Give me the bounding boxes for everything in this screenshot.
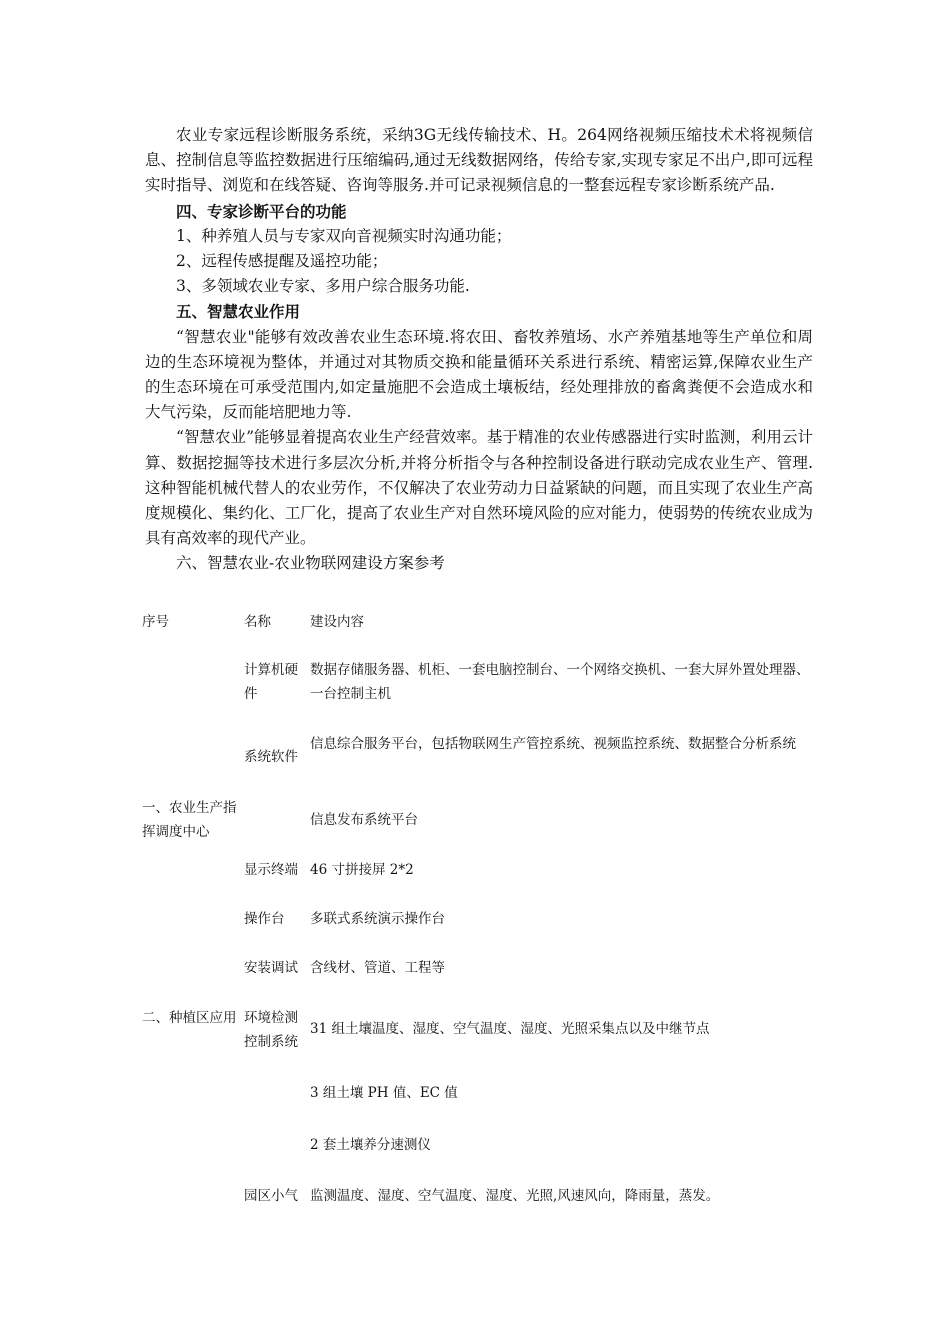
row-5-content: 多联式系统演示操作台 xyxy=(310,911,445,927)
section4-item-1: 1、种养殖人员与专家双向音视频实时沟通功能； xyxy=(176,226,512,245)
row-10-content: 监测温度、湿度、空气温度、湿度、光照,风速风向，降雨量，蒸发。 xyxy=(310,1188,720,1204)
header-no: 序号 xyxy=(142,614,169,630)
section4-item-3: 3、多领域农业专家、多用户综合服务功能. xyxy=(176,277,470,296)
section5-heading: 五、智慧农业作用 xyxy=(176,302,301,322)
row-2-name: 系统软件 xyxy=(244,749,298,765)
header-name: 名称 xyxy=(244,614,271,630)
row-3-content: 信息发布系统平台 xyxy=(310,812,418,828)
intro-paragraph: 农业专家远程诊断服务系统，采纳3G无线传输技术、H。264网络视频压缩技术术将视频信息、控制信息等监控数据进行压缩编码,通过无线数据网络，传给专家,实现专家足不出户,即可远程实时指导、浏览和在线答疑、咨询等服务.并可记录视频信息的一整套远程专家诊断系统产品. xyxy=(145,126,813,195)
row-8-content: 3 组土壤 PH 值、EC 值 xyxy=(310,1085,458,1101)
row-4-content: 46 寸拼接屏 2*2 xyxy=(310,862,414,878)
group-2-label: 二、种植区应用 xyxy=(142,1010,237,1026)
row-7-content: 31 组土壤温度、湿度、空气温度、湿度、光照采集点以及中继节点 xyxy=(310,1021,710,1037)
section5-paragraph-1: “智慧农业"能够有效改善农业生态环境.将农田、畜牧养殖场、水产养殖基地等生产单位和周边的生态环境视为整体，并通过对其物质交换和能量循环关系进行系统、精密运算,保障农业生产的生态环境在可承受范围内,如定量施肥不会造成土壤板结，经处理排放的畜禽粪便不会造成水和大气污染，反而能培肥地力等. xyxy=(145,327,813,422)
group-1-label: 一、农业生产指挥调度中心 xyxy=(142,800,237,840)
body-text xyxy=(145,123,813,577)
row-10-name: 园区小气 xyxy=(244,1188,298,1204)
row-9-content: 2 套土壤养分速测仪 xyxy=(310,1137,431,1153)
row-7-name: 环境检测控制系统 xyxy=(244,1010,298,1050)
row-1-content: 数据存储服务器、机柜、一套电脑控制台、一个网络交换机、一套大屏外置处理器、一台控制主机 xyxy=(310,662,810,702)
row-2-content: 信息综合服务平台，包括物联网生产管控系统、视频监控系统、数据整合分析系统 xyxy=(310,736,796,752)
row-1-name: 计算机硬件 xyxy=(244,662,298,702)
row-5-name: 操作台 xyxy=(244,911,285,927)
section4-heading: 四、专家诊断平台的功能 xyxy=(176,201,347,221)
row-6-name: 安装调试 xyxy=(244,960,298,976)
header-content: 建设内容 xyxy=(310,614,364,630)
row-4-name: 显示终端 xyxy=(244,862,298,878)
section5-paragraph-2: “智慧农业”能够显着提高农业生产经营效率。基于精准的农业传感器进行实时监测，利用云计算、数据挖掘等技术进行多层次分析,并将分析指令与各种控制设备进行联动完成农业生产、管理.这种智能机械代替人的农业劳作，不仅解决了农业劳动力日益紧缺的问题，而且实现了农业生产高度规模化、集约化、工厂化，提高了农业生产对自然环境风险的应对能力，使弱势的传统农业成为具有高效率的现代产业。 xyxy=(145,428,813,548)
section6-heading: 六、智慧农业-农业物联网建设方案参考 xyxy=(176,554,445,573)
row-6-content: 含线材、管道、工程等 xyxy=(310,960,445,976)
section4-item-2: 2、远程传感提醒及遥控功能； xyxy=(176,252,388,271)
